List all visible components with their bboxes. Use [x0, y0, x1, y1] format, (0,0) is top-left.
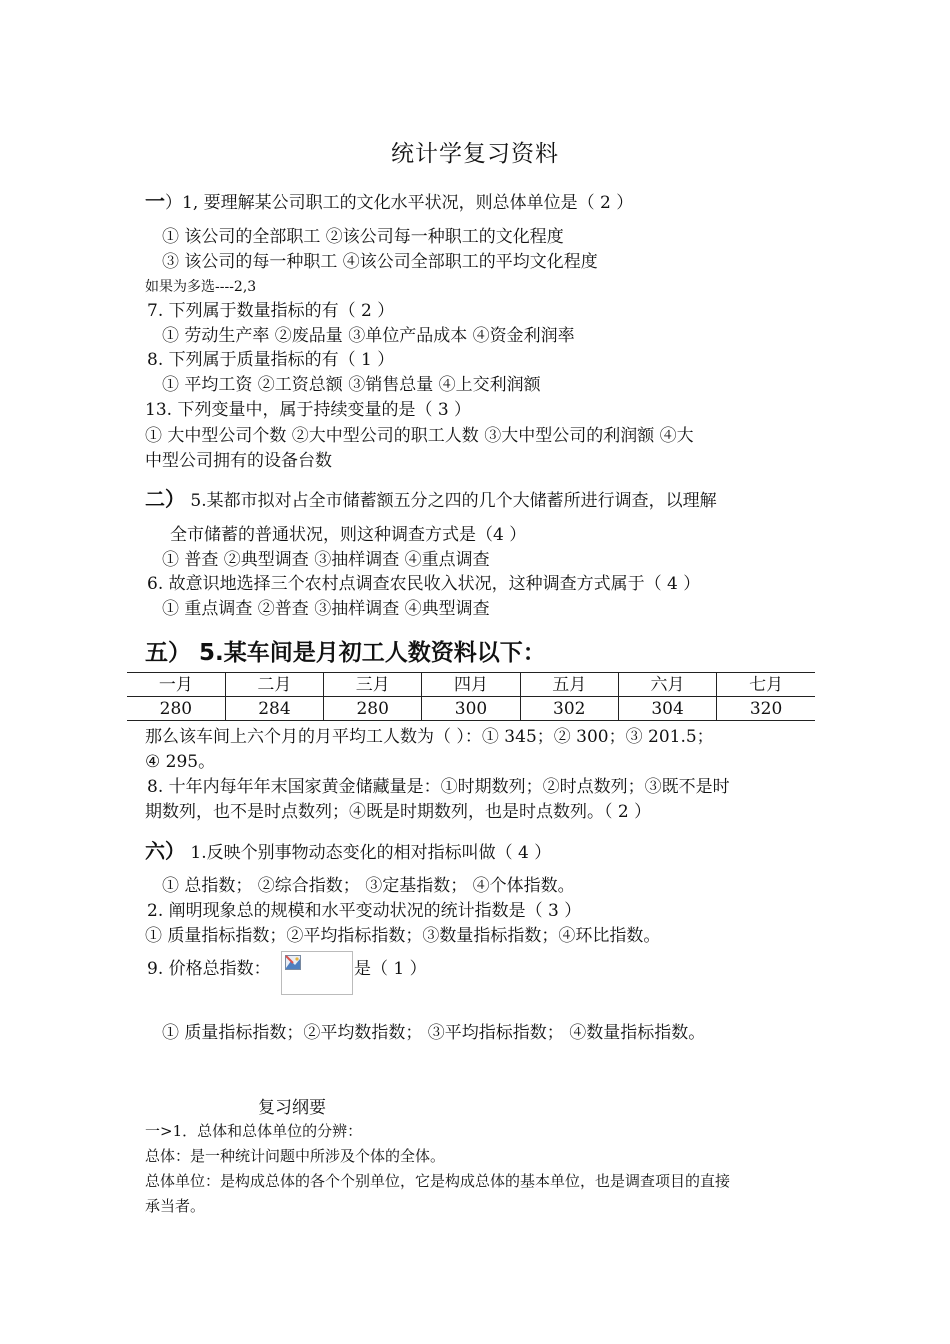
formula-image-placeholder [281, 951, 353, 995]
multi-select-note: 如果为多选----2,3 [145, 279, 257, 295]
section-2-question-5 [145, 488, 717, 512]
question-5-text-b: 全市储蓄的普通状况，则这种调查方式是（4 ） [170, 525, 527, 545]
outline-line-2: 总体：是一种统计问题中所涉及个体的全体。 [145, 1147, 446, 1165]
question-1-text: ）1, 要理解某公司职工的文化水平状况，则总体单位是（ 2 ） [165, 193, 634, 213]
month-cell: 五月 [520, 673, 618, 697]
count-cell: 280 [127, 697, 225, 721]
section-6-q1-text: 1.反映个别事物动态变化的相对指标叫做（ 4 ） [190, 843, 552, 863]
question-8-options: ① 平均工资 ②工资总额 ③销售总量 ④上交利润额 [162, 375, 541, 395]
question-13: 13. 下列变量中，属于持续变量的是（ 3 ） [145, 400, 472, 420]
question-8-gold-b: 期数列，也不是时点数列；④既是时期数列，也是时点数列。（ 2 ） [145, 802, 652, 822]
section-6-q1-options: ① 总指数； ②综合指数； ③定基指数； ④个体指数。 [162, 876, 575, 896]
count-cell: 320 [717, 697, 815, 721]
average-question-a: 那么该车间上六个月的月平均工人数为（ ）：① 345；② 300；③ 201.5； [145, 727, 714, 747]
count-cell: 300 [422, 697, 520, 721]
count-cell: 280 [324, 697, 422, 721]
worker-count-table [127, 672, 815, 721]
question-5-options: ① 普查 ②典型调查 ③抽样调查 ④重点调查 [162, 550, 490, 570]
section-6-marker: 六） [145, 839, 185, 863]
section-6-q2-options: ① 质量指标指数；②平均指标指数；③数量指标指数；④环比指数。 [145, 926, 661, 946]
outline-heading: 复习纲要 [258, 1098, 326, 1118]
question-8-gold-a: 8. 十年内每年年末国家黄金储藏量是：①时期数列；②时点数列；③既不是时 [147, 777, 730, 797]
month-cell: 七月 [717, 673, 815, 697]
month-cell: 四月 [422, 673, 520, 697]
count-cell: 304 [618, 697, 716, 721]
question-7: 7. 下列属于数量指标的有（ 2 ） [147, 301, 395, 321]
question-13-options-b: 中型公司拥有的设备台数 [145, 451, 332, 471]
month-cell: 六月 [618, 673, 716, 697]
section-1-question-1 [145, 190, 633, 214]
count-cell: 284 [225, 697, 323, 721]
section-2-marker: 二） [145, 487, 185, 511]
section-5-heading: 五） 5.某车间是月初工人数资料以下： [145, 640, 546, 666]
section-1-marker: 一 [145, 189, 165, 213]
question-5-text-a: 5.某都市拟对占全市储蓄额五分之四的几个大储蓄所进行调查，以理解 [190, 491, 717, 511]
outline-line-3: 总体单位：是构成总体的各个个别单位，它是构成总体的基本单位，也是调查项目的直接 [145, 1172, 731, 1190]
month-cell: 一月 [127, 673, 225, 697]
question-1-options-b: ③ 该公司的每一种职工 ④该公司全部职工的平均文化程度 [162, 252, 598, 272]
month-cell: 二月 [225, 673, 323, 697]
count-cell: 302 [520, 697, 618, 721]
question-6-options: ① 重点调查 ②普查 ③抽样调查 ④典型调查 [162, 599, 490, 619]
average-question-b: ④ 295。 [145, 752, 216, 772]
section-6-q2: 2. 阐明现象总的规模和水平变动状况的统计指数是（ 3 ） [147, 901, 582, 921]
page-title: 统计学复习资料 [391, 141, 559, 167]
outline-line-4: 承当者。 [145, 1197, 206, 1215]
question-8: 8. 下列属于质量指标的有（ 1 ） [147, 350, 395, 370]
question-6: 6. 故意识地选择三个农村点调查农民收入状况，这种调查方式属于（ 4 ） [147, 574, 701, 594]
question-1-options-a: ① 该公司的全部职工 ②该公司每一种职工的文化程度 [162, 227, 564, 247]
table-header-row [127, 673, 815, 697]
question-7-options: ① 劳动生产率 ②废品量 ③单位产品成本 ④资金利润率 [162, 326, 575, 346]
outline-line-1: 一>1．总体和总体单位的分辨： [145, 1122, 363, 1140]
section-6-q9-options: ① 质量指标指数；②平均数指数； ③平均指标指数； ④数量指标指数。 [162, 1023, 706, 1043]
section-6-question-1 [145, 840, 551, 864]
section-6-q9-pre: 9. 价格总指数： [147, 959, 271, 979]
table-row [127, 697, 815, 721]
broken-image-icon [285, 955, 301, 970]
section-6-q9-post: 是（ 1 ） [354, 959, 427, 979]
question-13-options-a: ① 大中型公司个数 ②大中型公司的职工人数 ③大中型公司的利润额 ④大 [145, 426, 694, 446]
month-cell: 三月 [324, 673, 422, 697]
